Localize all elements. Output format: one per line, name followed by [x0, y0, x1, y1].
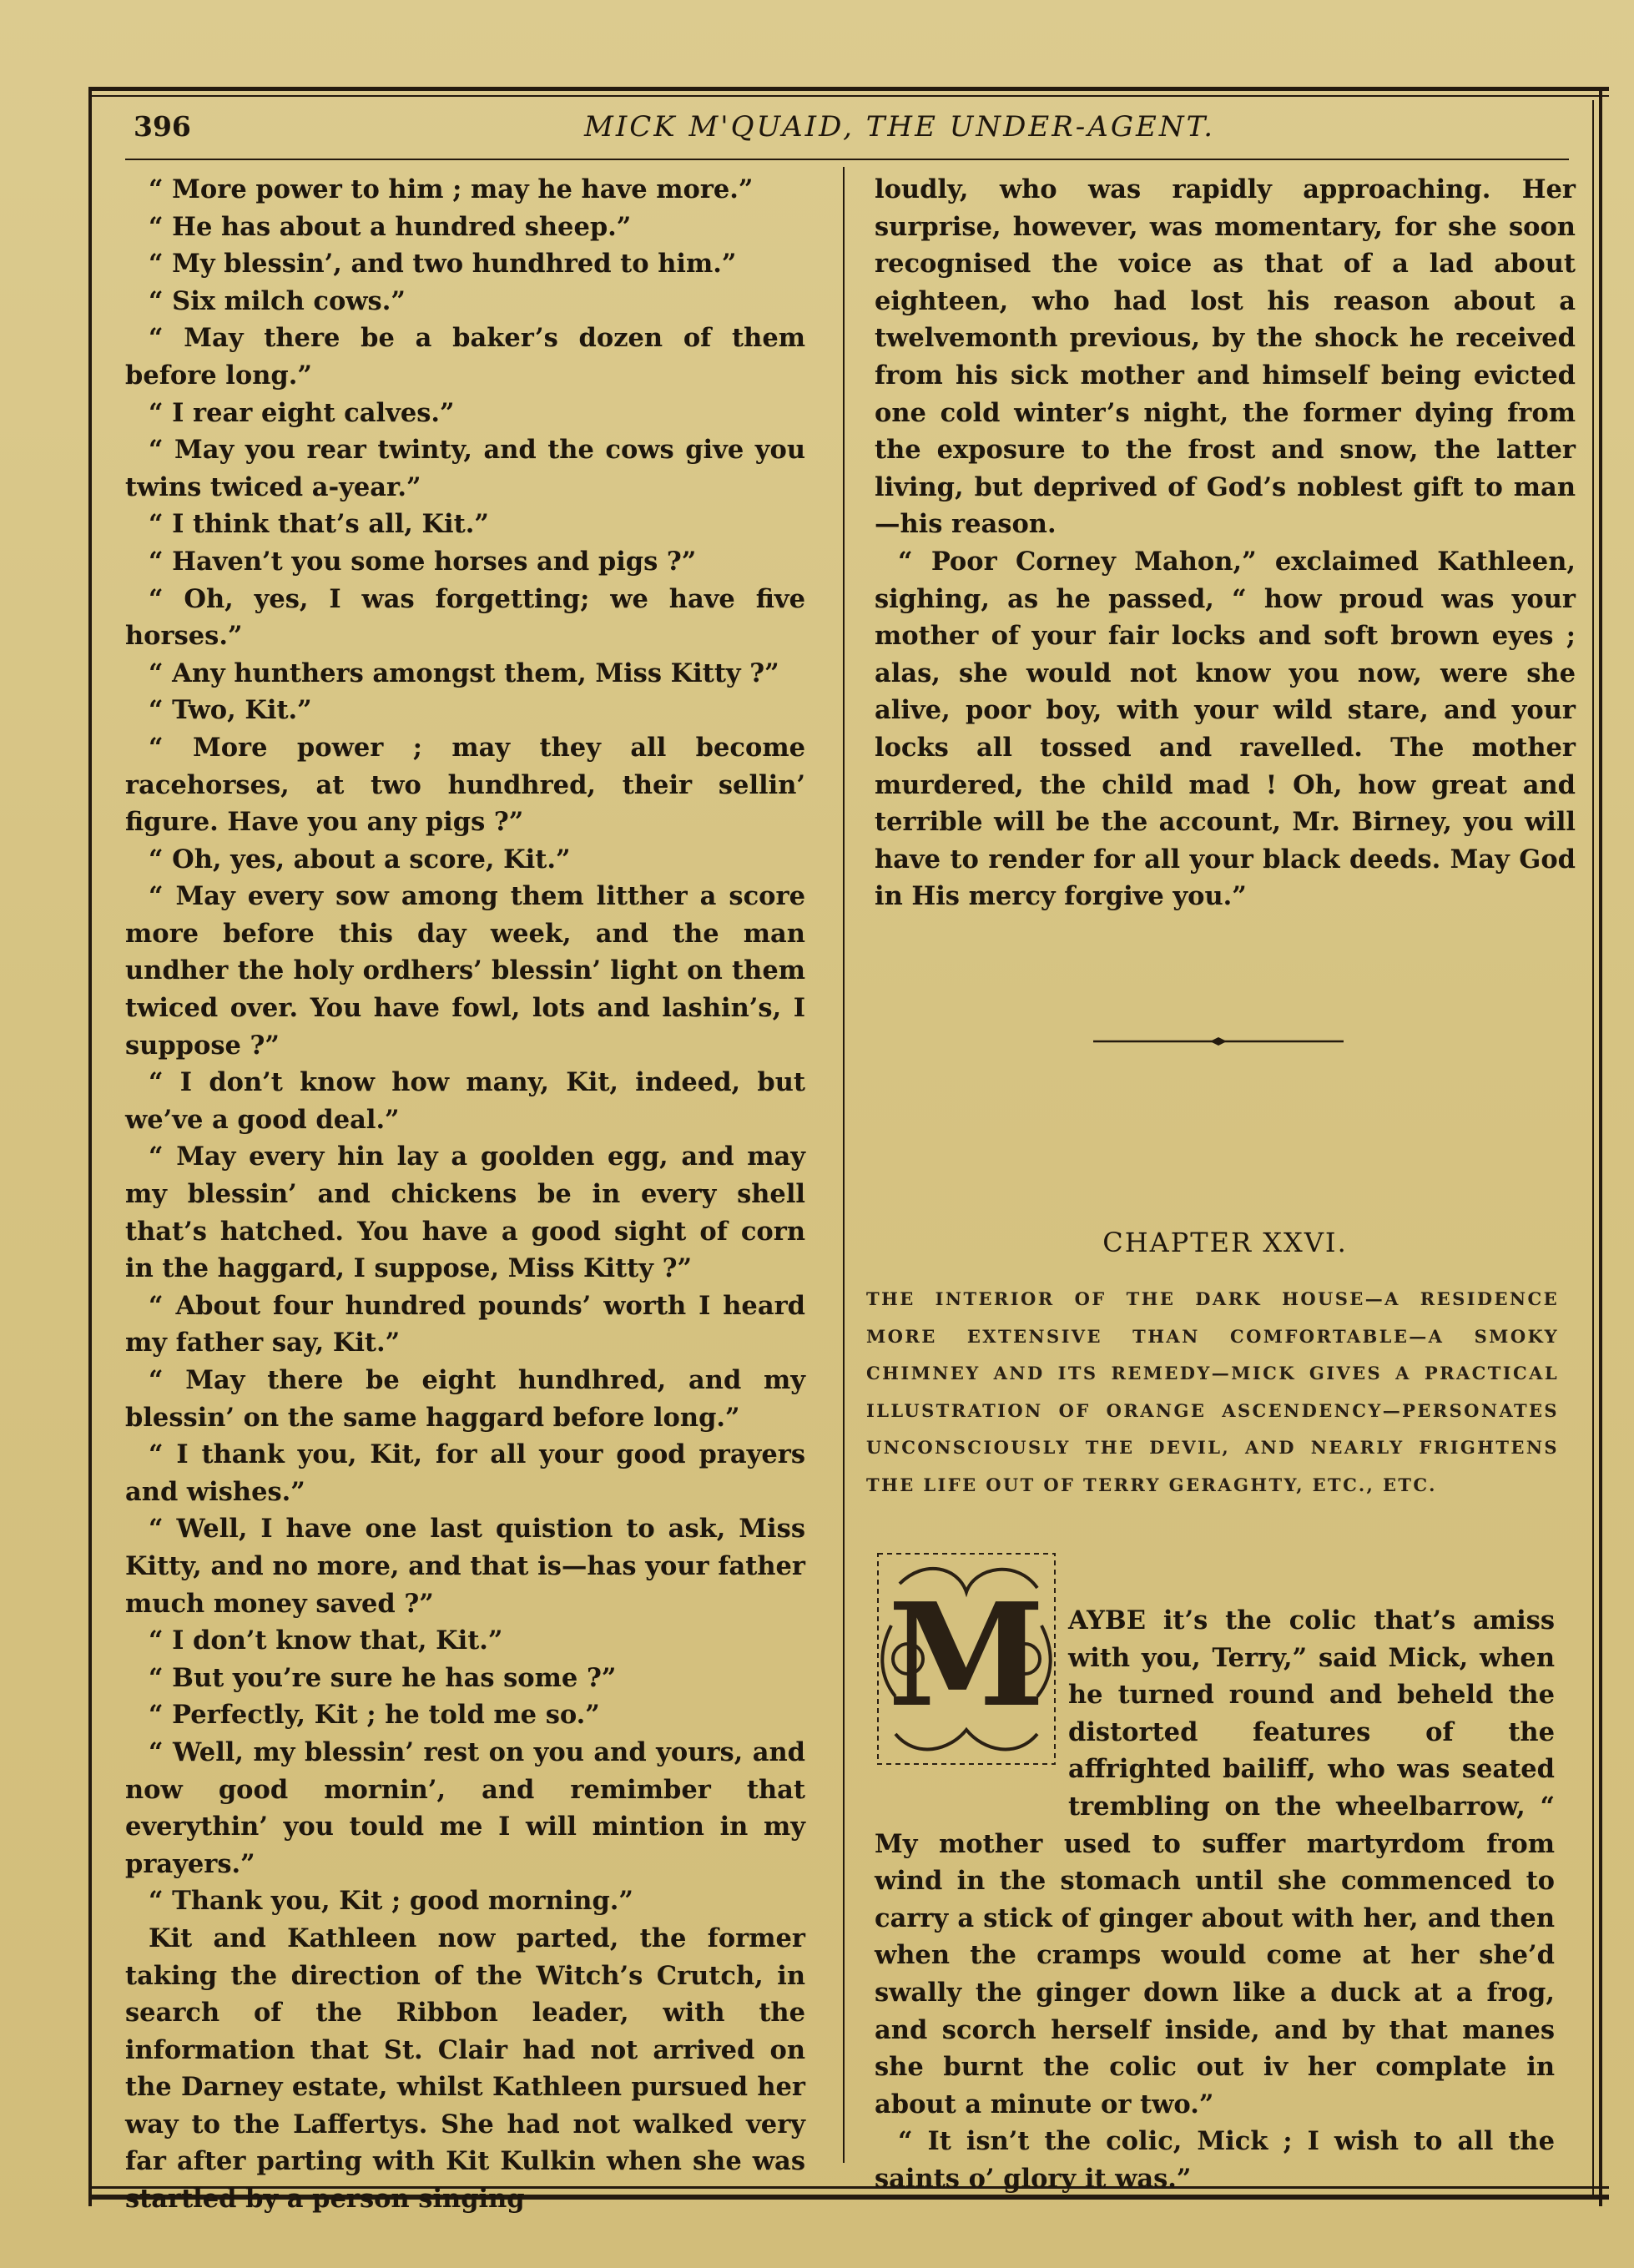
dropcap-letter: M — [887, 1572, 1046, 1739]
page-number: 396 — [134, 110, 191, 143]
left-column — [125, 171, 805, 2218]
paragraph: “ Any hunthers amongst them, Miss Kitty ?” — [149, 658, 779, 688]
paragraph: “ I think that’s all, Kit.” — [149, 509, 489, 540]
paragraph: “ My blessin’, and two hundhred to him.” — [149, 249, 737, 280]
paragraph: “ Well, I have one last quistion to ask, Miss Kitty, and no more, and that is—has your father much money saved ?” — [125, 1514, 805, 1619]
top-border-rule — [90, 87, 1609, 91]
paragraph: “ He has about a hundred sheep.” — [149, 211, 632, 242]
paragraph: “ I don’t know how many, Kit, indeed, but we’ve a good deal.” — [125, 1067, 805, 1135]
paragraph: “ It isn’t the colic, Mick ; I wish to all the saints o’ glory it was.” — [875, 2126, 1555, 2194]
paragraph: “ Two, Kit.” — [149, 695, 312, 726]
paragraph: “ Thank you, Kit ; good morning.” — [149, 1886, 633, 1917]
paragraph: “ Oh, yes, about a score, Kit.” — [149, 844, 571, 874]
right-column — [875, 171, 1576, 915]
paragraph: “ I don’t know that, Kit.” — [149, 1625, 503, 1656]
chapter-title: CHAPTER XXVI. — [1102, 1227, 1348, 1258]
column-divider — [843, 167, 845, 2163]
paragraph: “ I rear eight calves.” — [149, 397, 455, 428]
running-title: MICK M'QUAID, THE UNDER-AGENT. — [584, 110, 1216, 144]
paragraph: “ More power ; may they all become racehorses, at two hundhred, their sellin’ figure. Have you any pigs ?” — [125, 732, 805, 838]
chapter-body — [875, 1602, 1555, 2198]
top-border-rule-thin — [90, 95, 1609, 97]
paragraph: “ I thank you, Kit, for all your good prayers and wishes.” — [125, 1439, 805, 1507]
paragraph: “ May there be eight hundhred, and my blessin’ on the same haggard before long.” — [125, 1365, 805, 1433]
page-header — [134, 110, 1552, 160]
paragraph: “ About four hundred pounds’ worth I heard my father say, Kit.” — [125, 1290, 805, 1358]
paragraph: “ Poor Corney Mahon,” exclaimed Kathleen, sighing, as he passed, “ how proud was your mother of your fair locks and soft brown eyes ; alas, she would not know you now, were she alive, poor boy, with your wild stare, and your locks all tossed and ravelled. The mother murdered, the child mad ! Oh, how great and terrible will be the account, Mr. Birney, you will have to render for all your black deeds. May God in His mercy forgive you.” — [875, 546, 1576, 912]
paragraph: “ Haven’t you some horses and pigs ?” — [149, 546, 697, 577]
paragraph: “ But you’re sure he has some ?” — [149, 1662, 617, 1693]
paragraph: “ May there be a baker’s dozen of them before long.” — [125, 323, 805, 391]
paragraph: “ Six milch cows.” — [149, 285, 406, 316]
paragraph: loudly, who was rapidly approaching. Her surprise, however, was momentary, for she soon recognised the voice as that of a lad about eighteen, who had lost his reason about a twelvemonth previous, by the shock he received from his sick mother and himself being evicted one cold winter’s night, the former dying from the exposure to the frost and snow, the latter living, but deprived of God’s noblest gift to man—his reason. — [875, 174, 1576, 540]
right-frame-rule — [1599, 87, 1602, 2206]
right-frame-rule-thin — [1592, 100, 1594, 2195]
paragraph: “ May you rear twinty, and the cows give you twins twiced a-year.” — [125, 435, 805, 502]
paragraph: Kit and Kathleen now parted, the former taking the direction of the Witch’s Crutch, in search of the Ribbon leader, with the information that St. Clair had not arrived on the Darney estate, whilst Kathleen pursued her way to the Laffertys. She had not walked very far after parting with Kit Kulkin when she was startled by a person singing — [125, 1923, 805, 2215]
chapter-summary: THE INTERIOR OF THE DARK HOUSE—A RESIDENCE MORE EXTENSIVE THAN COMFORTABLE—A SMOKY CHIMNEY AND ITS REMEDY—MICK GIVES A PRACTICAL ILLUSTRATION OF ORANGE ASCENDENCY—PERSONATES UNCONSCIOUSLY THE DEVIL, AND NEARLY FRIGHTENS THE LIFE OUT OF TERRY GERAGHTY, ETC., ETC. — [866, 1288, 1559, 1495]
left-frame-rule — [88, 87, 92, 2206]
ornamental-divider-icon — [1093, 1037, 1344, 1046]
paragraph: “ May every sow among them litther a score more before this day week, and the man undher the holy ordhers’ blessin’ light on them twiced over. You have fowl, lots and lashin’s, I suppose ?” — [125, 881, 805, 1061]
paragraph: “ Oh, yes, I was forgetting; we have five horses.” — [125, 583, 805, 652]
paragraph: “ Perfectly, Kit ; he told me so.” — [149, 1700, 600, 1731]
paragraph: “ Well, my blessin’ rest on you and yours, and now good mornin’, and remimber that everythin’ you tould me I will mintion in my prayers.” — [125, 1736, 805, 1879]
paragraph: “ More power to him ; may he have more.” — [149, 174, 754, 204]
paragraph: “ May every hin lay a goolden egg, and may my blessin’ and chickens be in every shell that’s hatched. You have a good sight of corn in the haggard, I suppose, Miss Kitty ?” — [125, 1142, 805, 1284]
paragraph: AYBE it’s the colic that’s amiss with you, Terry,” said Mick, when he turned round and beheld the distorted features of the affrighted bailiff, who was seated trembling on the wheelbarrow, “ My mother used to suffer martyrdom from wind in the stomach until she commenced to carry a stick of ginger about with her, and then when the cramps would come at her she’d swally the ginger down like a duck at a frog, and scorch herself inside, and by that manes she burnt the colic out iv her complate in about a minute or two.” — [875, 1605, 1555, 2119]
